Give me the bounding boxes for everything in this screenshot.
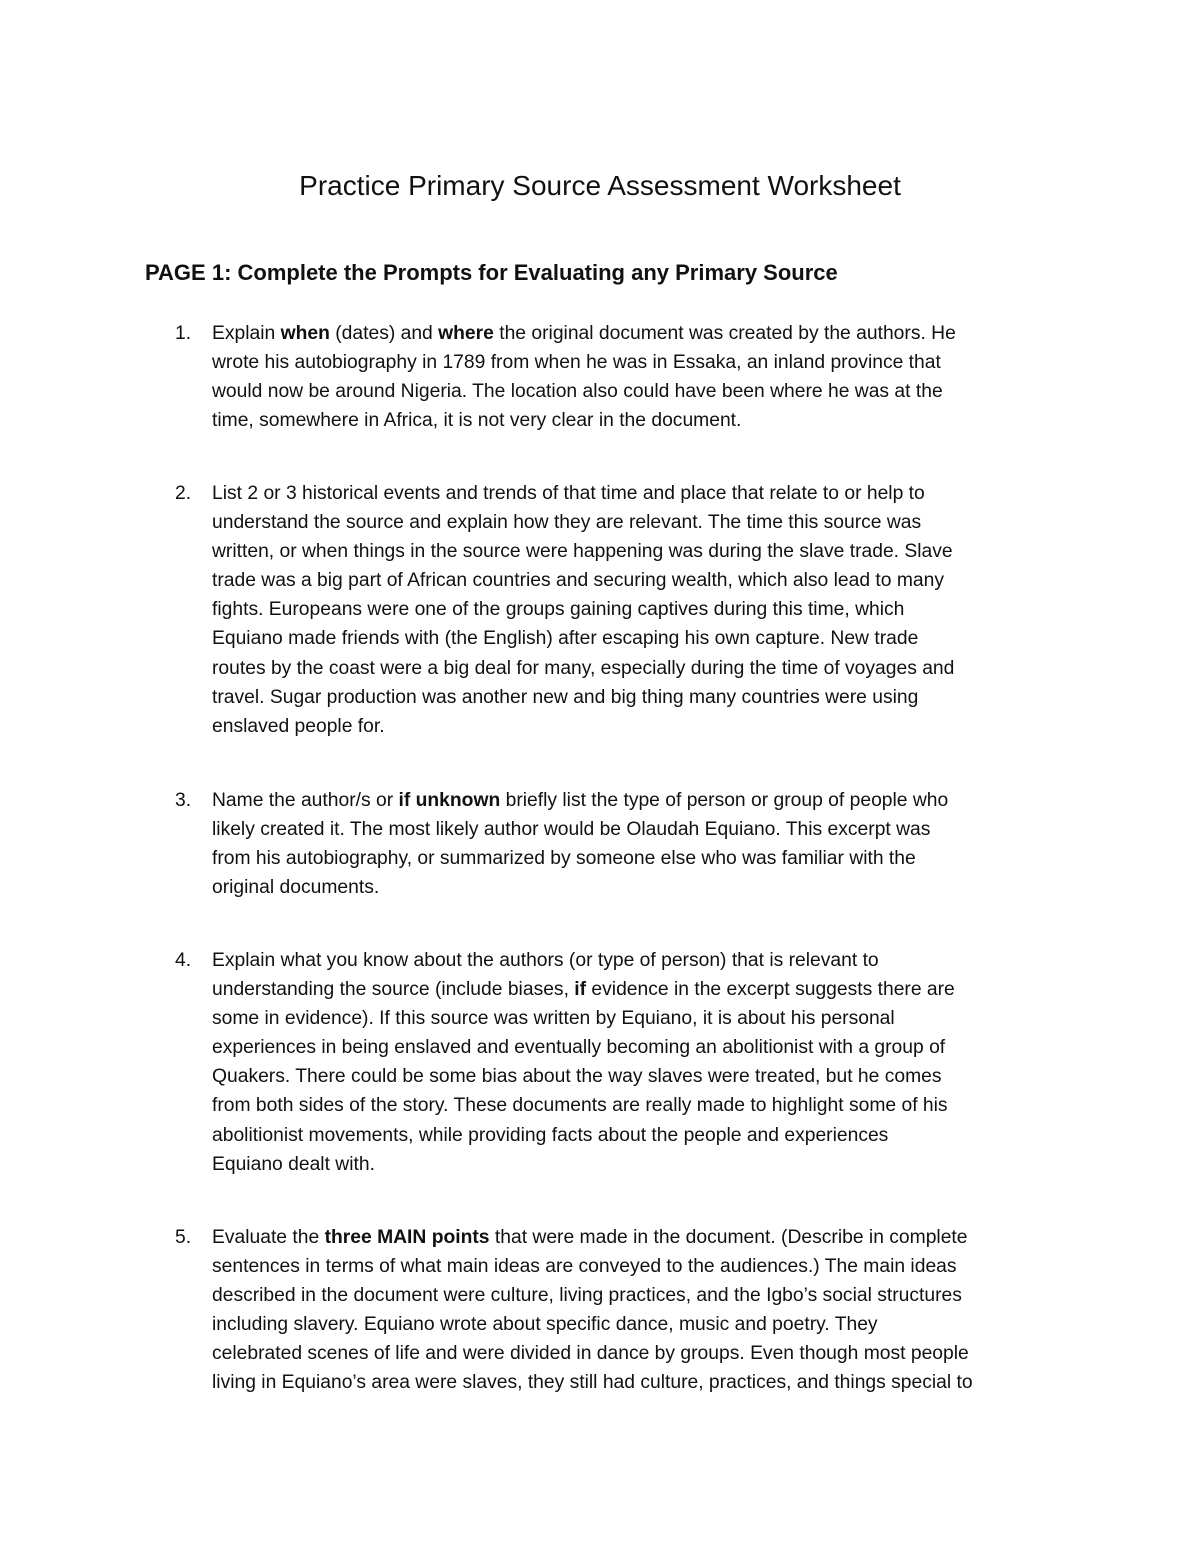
text-run: understand the source and explain how they are relevant. The time this source was	[212, 512, 922, 534]
text-line	[212, 1091, 1075, 1120]
text-run: that were made in the document. (Describe in complete	[489, 1227, 968, 1248]
text-run: some in evidence). If this source was written by Equiano, it is about his personal	[212, 1008, 895, 1030]
text-run: likely created it. The most likely author would be Olaudah Equiano. This excerpt was	[212, 819, 931, 841]
item-number: 2.	[175, 483, 192, 504]
text-run: sentences in terms of what main ideas are conveyed to the audiences.) The main ideas	[212, 1256, 957, 1278]
bold-text: when	[280, 323, 330, 344]
text-run: Explain what you know about the authors (or type of person) that is relevant to	[212, 950, 879, 971]
text-run: original documents.	[212, 877, 380, 899]
text-line	[212, 406, 1075, 435]
text-line	[212, 1150, 1075, 1179]
bold-text: three MAIN points	[324, 1227, 490, 1248]
text-run: Name the author/s or	[212, 790, 399, 811]
text-run: trade was a big part of African countries and securing wealth, which also lead to many	[212, 570, 945, 592]
list-item	[175, 786, 1075, 902]
text-run: travel. Sugar production was another new and big thing many countries were using	[212, 686, 919, 708]
item-number: 5.	[175, 1227, 192, 1248]
text-run: would now be around Nigeria. The location also could have been where he was at the	[212, 381, 943, 403]
text-run: described in the document were culture, living practices, and the Igbo’s social structures	[212, 1285, 962, 1307]
text-line	[212, 1339, 1075, 1368]
item-text	[212, 786, 1075, 902]
text-run: time, somewhere in Africa, it is not very clear in the document.	[212, 410, 742, 432]
text-line	[212, 1281, 1075, 1310]
text-run: from both sides of the story. These documents are really made to highlight some of his	[212, 1095, 948, 1117]
item-text	[212, 1223, 1075, 1398]
text-run: Explain	[212, 323, 281, 344]
text-run: celebrated scenes of life and were divided in dance by groups. Even though most people	[212, 1343, 969, 1365]
item-number: 1.	[175, 323, 192, 344]
text-run: the original document was created by the authors. He	[493, 323, 956, 344]
text-line	[212, 1223, 1075, 1252]
text-run: Equiano dealt with.	[212, 1153, 375, 1175]
item-text	[212, 479, 1075, 741]
text-line	[212, 537, 1075, 566]
section-heading: PAGE 1: Complete the Prompts for Evaluating any Primary Source	[145, 260, 838, 285]
text-line	[212, 479, 1075, 508]
text-run: including slavery. Equiano wrote about specific dance, music and poetry. They	[212, 1314, 878, 1336]
text-line	[212, 946, 1075, 975]
text-line	[212, 1310, 1075, 1339]
bold-text: if	[574, 979, 587, 1001]
text-run: (dates) and	[329, 323, 439, 344]
list-item	[175, 946, 1075, 1179]
text-run: from his autobiography, or summarized by someone else who was familiar with the	[212, 848, 916, 870]
text-line	[212, 348, 1075, 377]
item-number: 4.	[175, 950, 192, 971]
text-run: evidence in the excerpt suggests there are	[586, 979, 955, 1001]
text-run: routes by the coast were a big deal for many, especially during the time of voyages and	[212, 657, 955, 679]
page-title: Practice Primary Source Assessment Worksheet	[299, 170, 901, 201]
item-text	[212, 319, 1075, 435]
text-run: experiences in being enslaved and eventually becoming an abolitionist with a group of	[212, 1037, 946, 1059]
text-run: Equiano made friends with (the English) after escaping his own capture. New trade	[212, 628, 919, 650]
text-run: living in Equiano’s area were slaves, they still had culture, practices, and things special to	[212, 1372, 973, 1394]
text-line	[212, 654, 1075, 683]
text-line	[212, 873, 1075, 902]
text-line	[212, 377, 1075, 406]
text-run: abolitionist movements, while providing facts about the people and experiences	[212, 1124, 889, 1146]
text-line	[212, 1252, 1075, 1281]
text-line	[212, 683, 1075, 712]
text-run: written, or when things in the source were happening was during the slave trade. Slave	[212, 541, 953, 563]
text-run: List 2 or 3 historical events and trends of that time and place that relate to or help to	[212, 483, 925, 504]
text-run: Quakers. There could be some bias about the way slaves were treated, but he comes	[212, 1066, 942, 1088]
list-item	[175, 479, 1075, 741]
text-run: understanding the source (include biases,	[212, 979, 575, 1001]
text-line	[212, 1004, 1075, 1033]
text-line	[212, 712, 1075, 741]
text-line	[212, 624, 1075, 653]
item-number: 3.	[175, 790, 192, 811]
text-line	[212, 1368, 1075, 1397]
bold-text: where	[438, 323, 494, 344]
text-run: Evaluate the	[212, 1227, 325, 1248]
list-item	[175, 319, 1075, 435]
text-line	[212, 975, 1075, 1004]
list-item	[175, 1223, 1075, 1398]
text-run: briefly list the type of person or group of people who	[500, 790, 949, 811]
text-line	[212, 319, 1075, 348]
text-line	[212, 1062, 1075, 1091]
text-run: fights. Europeans were one of the groups gaining captives during this time, which	[212, 599, 905, 621]
text-line	[212, 1033, 1075, 1062]
text-line	[212, 1121, 1075, 1150]
text-line	[212, 844, 1075, 873]
text-run: wrote his autobiography in 1789 from when he was in Essaka, an inland province that	[212, 352, 941, 374]
text-line	[212, 595, 1075, 624]
bold-text: if unknown	[398, 790, 501, 811]
text-run: enslaved people for.	[212, 715, 385, 737]
text-line	[212, 566, 1075, 595]
text-line	[212, 508, 1075, 537]
item-text	[212, 946, 1075, 1179]
text-line	[212, 815, 1075, 844]
text-line	[212, 786, 1075, 815]
